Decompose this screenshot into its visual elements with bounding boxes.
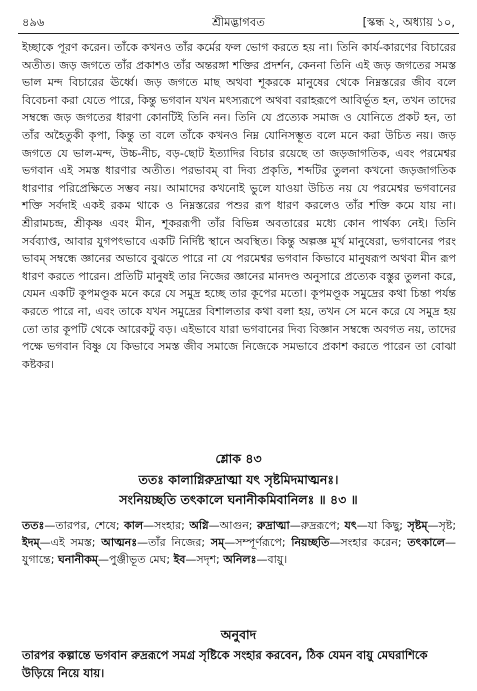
synonym-meaning: বায়ু <box>267 553 284 567</box>
synonym-word: নিয়চ্ছতি <box>291 536 330 550</box>
synonym-word: ইদম্ <box>22 536 40 550</box>
synonym-meaning: তারপর, শেষে <box>55 519 116 532</box>
synonym-word: কাল <box>124 519 144 532</box>
synonym-meaning: রুদ্ররূপে <box>300 519 337 532</box>
header-rule <box>18 33 459 34</box>
synonym-word: রুদ্রাত্মা <box>256 519 290 532</box>
synonym-meaning: সম্পূর্ণরূপে <box>235 536 282 550</box>
synonym-meaning: আগুন <box>219 519 249 532</box>
page-header <box>22 14 455 32</box>
synonym-meaning: সৃষ্ট <box>438 519 453 532</box>
synonym-word: ততঃ <box>22 519 45 532</box>
synonym-word: অনিলঃ <box>223 553 257 567</box>
synonym-word: সৃষ্টম্ <box>407 519 428 532</box>
chapter-reference: [স্কন্ধ ২, অধ্যায় ১০, <box>362 15 455 29</box>
synonym-meaning: সংহার করেন <box>340 536 398 550</box>
synonym-meaning: সংহার <box>154 519 182 532</box>
synonym-word: যৎ <box>344 519 357 532</box>
synonym-meaning: সদৃশ <box>196 553 216 567</box>
synonym-word: আত্মনঃ <box>101 536 138 550</box>
book-title: শ্রীমদ্ভাগবত <box>212 15 265 29</box>
synonym-word: ঘনানীকম্ <box>57 553 99 567</box>
translation-text: তারপর কল্পান্তে ভগবান রুদ্ররূপে সমগ্র সৃষ্টিকে সংহার করবেন, ঠিক যেমন বায়ু মেঘরাশিকে উড়িয়ে নিয়ে যায়। <box>22 648 428 680</box>
synonym-meaning: যুগান্তে <box>22 553 51 567</box>
purport-text: ইচ্ছাকে পূরণ করেন। তাঁকে কখনও তাঁর কর্মের ফল ভোগ করতে হয় না। তিনি কার্য-কারণের বিচারের অতীত। জড় জগতে তাঁর প্রকাশও তাঁর অন্তরঙ্গা শক্তির প্রদর্শন, কেননা তিনি এই জড় জগতের সমস্ত ভাল মন্দ বিচারের ঊর্ধ্বে। জড় জগতে মাছ অথবা শূকরকে মানুষের থেকে নিম্নস্তরের জীব বলে বিবেচনা করা যেতে পারে, কিন্তু ভগবান যখন মৎস্যরূপে অথবা বরাহরূপে আবির্ভূত হন, তখন তাদের সম্বন্ধে জড় জগতের ধারণা কোনটিই তিনি নন। তিনি যে প্রত্যেক সমাজ ও যোনিতে প্রকট হন, তা তাঁর অহৈতুকী কৃপা, কিন্তু তা বলে তাঁকে কখনও নিম্ন যোনিসম্ভূত বলে মনে করা উচিত নয়। জড় জগতে যে ভাল-মন্দ, উচ্চ-নীচ, বড়-ছোট ইত্যাদির বিচার রয়েছে তা জড়জাগতিক, এবং পরমেশ্বর ভগবান এই সমস্ত ধারণার অতীত। পরভাবম্ বা দিব্য প্রকৃতি, শব্দটির তুলনা কখনো জড়জাগতিক ধারণার পরিপ্রেক্ষিতে সম্ভব নয়। আমাদের কখনোই ভুলে যাওয়া উচিত নয় যে পরমেশ্বর ভগবানের শক্তি সর্বদাই একই রকম থাকে ও নিম্নস্তরের পশুর রূপ ধারণ করলেও তাঁর শক্তি কমে যায় না। শ্রীরামচন্দ্র, শ্রীকৃষ্ণ এবং মীন, শূকররূপী তাঁর বিভিন্ন অবতারের মধ্যে কোন পার্থক্য নেই। তিনি সর্বব্যাপ্ত, আবার যুগপৎভাবে একটি নির্দিষ্ট স্থানে অবস্থিত। কিন্তু অল্পজ্ঞ মূর্খ মানুষেরা, ভগবানের পরং ভাবম্ সম্বন্ধে জ্ঞানের অভাবে বুঝতে পারে না যে পরমেশ্বর ভগবান কিভাবে মানুষরূপ অথবা মীন রূপ ধারণ করতে পারেন। প্রতিটি মানুষই তার নিজের জ্ঞানের মানদণ্ড অনুসারে প্রত্যেক বস্তুর তুলনা করে, যেমন একটি কূপমণ্ডূক মনে করে যে সমুদ্র হচ্ছে তার কূপের মতো। কূপমণ্ডূক সমুদ্রের কথা চিন্তা পর্যন্ত করতে পারে না, এবং তাকে যখন সমুদ্রের বিশালতার কথা বলা হয়, তখন সে মনে করে যে সমুদ্র হয় তো তার কূপটি থেকে আরেকটু বড়। এইভাবে যারা ভগবানের দিব্য বিজ্ঞান সম্বন্ধে অবগত নয়, তাদের পক্ষে ভগবান বিষ্ণু যে কিভাবে সমস্ত জীব সমাজে নিজেকে সমভাবে প্রকাশ করতে পারেন তা বোঝা কষ্টকর। <box>22 41 456 371</box>
translation-heading: অনুবাদ <box>220 627 257 642</box>
sanskrit-verse <box>0 470 477 510</box>
synonym-meaning: তাঁর নিজের <box>148 536 202 550</box>
page-number: ৪৯৬ <box>22 15 45 29</box>
synonym-word: তৎকালে <box>407 536 445 550</box>
synonym-word: সম্ <box>210 536 225 550</box>
synonym-meaning: যা কিছু <box>367 519 400 532</box>
shloka-heading: শ্লোক ৪৩ <box>215 451 262 466</box>
synonym-word: অগ্নি <box>189 519 209 532</box>
synonym-meaning: এই সমস্ত <box>50 536 92 550</box>
synonym-meaning: পুঞ্জীভূত মেঘ <box>109 553 167 567</box>
verse-line-1: ততঃ কালাগ্নিরুদ্রাত্মা যৎ সৃষ্টমিদমাত্মনঃ। <box>138 472 339 487</box>
word-for-word-synonyms: ততঃ—তারপর, শেষে; কাল—সংহার; অগ্নি—আগুন; রুদ্রাত্মা—রুদ্ররূপে; যৎ—যা কিছু; সৃষ্টম্—সৃষ্ট; ইদম্—এই সমস্ত; আত্মনঃ—তাঁর নিজের; সম্—সম্পূর্ণরূপে; নিয়চ্ছতি—সংহার করেন; তৎকালে—যুগান্তে; ঘনানীকম্—পুঞ্জীভূত মেঘ; ইব—সদৃশ; অনিলঃ—বায়ু। <box>22 519 457 567</box>
synonym-word: ইব <box>173 553 186 567</box>
verse-line-2: সংনিয়চ্ছতি তৎকালে ঘনানীকমিবানিলঃ ॥ ৪৩ ॥ <box>119 492 358 507</box>
